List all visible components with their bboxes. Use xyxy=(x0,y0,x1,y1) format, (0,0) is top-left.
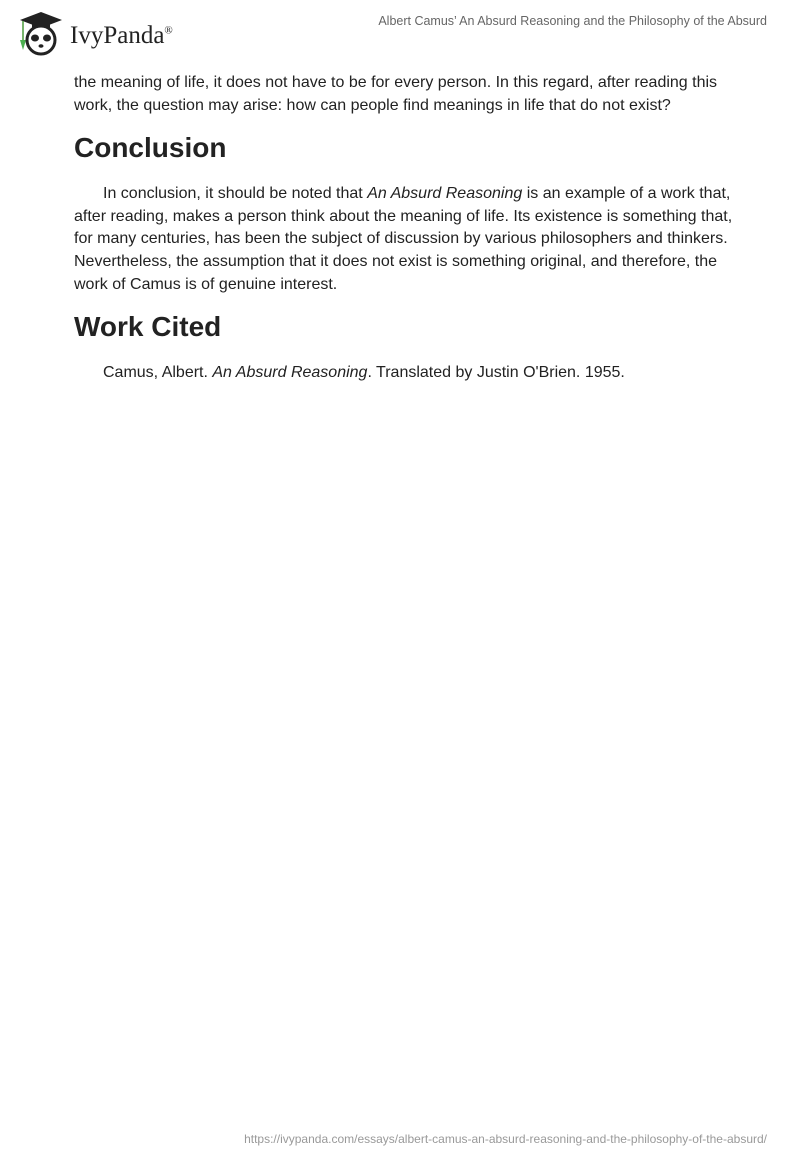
work-cited-heading: Work Cited xyxy=(74,311,222,343)
document-title: Albert Camus’ An Absurd Reasoning and the Philosophy of the Absurd xyxy=(378,14,767,28)
citation-author: Camus, Albert. xyxy=(103,364,213,382)
ivypanda-logo[interactable] xyxy=(18,10,173,56)
citation-entry xyxy=(74,362,734,385)
conclusion-text-end: is an example of a work that, after reading, makes a person think about the meaning of life. Its existence is something that, for many centuries, has been the subject of discussion by various philosophers and thinkers. Nevertheless, the assumption that it does not exist is something original, and therefore, the work of Camus is of genuine interest. xyxy=(74,185,733,293)
essay-content xyxy=(74,72,734,385)
logo-text: IvyPanda xyxy=(70,22,165,49)
conclusion-work-title: An Absurd Reasoning xyxy=(367,185,523,203)
conclusion-text-start: In conclusion, it should be noted that xyxy=(103,185,368,203)
conclusion-paragraph xyxy=(74,183,734,296)
registered-mark: ® xyxy=(164,24,173,37)
citation-details: . Translated by Justin O'Brien. 1955. xyxy=(367,364,625,382)
citation-title: An Absurd Reasoning xyxy=(212,364,368,382)
footer-url[interactable]: https://ivypanda.com/essays/albert-camus-an-absurd-reasoning-and-the-philosophy-of-the-absurd/ xyxy=(244,1132,767,1146)
panda-graduate-icon xyxy=(18,10,64,56)
intro-paragraph: the meaning of life, it does not have to be for every person. In this regard, after reading this work, the question may arise: how can people find meanings in life that do not exist? xyxy=(74,74,718,114)
conclusion-heading: Conclusion xyxy=(74,132,227,164)
